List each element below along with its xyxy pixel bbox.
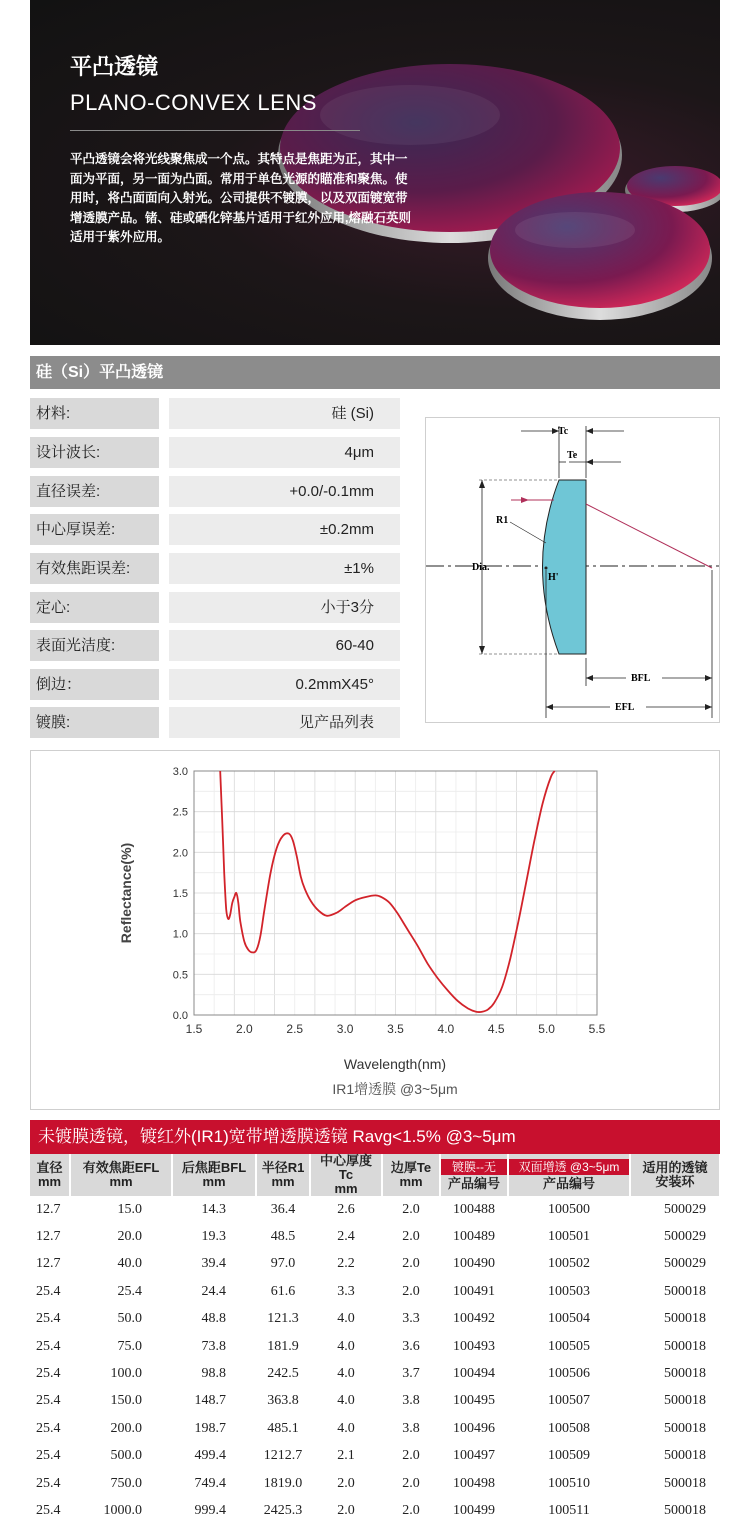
cell-efl: 500.0: [110, 1448, 142, 1464]
cell-coated-part: 100506: [548, 1366, 590, 1382]
cell-uncoated-part: 100491: [453, 1283, 495, 1299]
cell-uncoated-part: 100497: [453, 1448, 495, 1464]
spec-value: 硅 (Si): [169, 398, 400, 429]
hero-title: 平凸透镜: [70, 54, 159, 79]
cell-efl: 50.0: [117, 1311, 142, 1327]
cell-edge-thickness: 2.0: [402, 1502, 420, 1518]
cell-mount-ring: 500029: [664, 1201, 706, 1217]
cell-bfl: 198.7: [194, 1420, 226, 1436]
cell-center-thickness: 2.0: [337, 1502, 355, 1518]
spec-label: 镀膜:: [30, 707, 159, 738]
cell-efl: 100.0: [110, 1366, 142, 1382]
cell-radius: 36.4: [270, 1201, 296, 1217]
cell-coated-part: 100511: [548, 1502, 590, 1518]
cell-bfl: 24.4: [201, 1283, 226, 1299]
cell-edge-thickness: 3.8: [402, 1393, 420, 1409]
cell-diameter: 25.4: [36, 1283, 61, 1299]
cell-diameter: 25.4: [36, 1393, 61, 1409]
cell-center-thickness: 2.2: [337, 1256, 355, 1272]
spec-label: 有效焦距误差:: [30, 553, 159, 584]
spec-value: ±1%: [169, 553, 400, 584]
x-tick-label: 5.0: [538, 1022, 555, 1036]
cell-edge-thickness: 3.3: [402, 1311, 420, 1327]
cell-mount-ring: 500029: [664, 1256, 706, 1272]
cell-coated-part: 100507: [548, 1393, 590, 1409]
x-tick-label: 3.0: [336, 1022, 354, 1036]
spec-label: 设计波长:: [30, 437, 159, 468]
table-header-row: [30, 1154, 720, 1196]
cell-bfl: 148.7: [194, 1393, 226, 1409]
table-row: [30, 1470, 720, 1497]
hero-subtitle: PLANO-CONVEX LENS: [70, 90, 317, 115]
cell-coated-part: 100510: [548, 1475, 590, 1491]
cell-mount-ring: 500018: [664, 1366, 706, 1382]
spec-row-thickness-tolerance: [30, 514, 400, 545]
x-tick-label: 4.5: [487, 1022, 505, 1036]
ray-arrow: [521, 497, 529, 503]
cell-coated-part: 100502: [548, 1256, 590, 1272]
y-tick-label: 2.0: [172, 847, 188, 860]
cell-edge-thickness: 2.0: [402, 1448, 420, 1464]
table-title: 未镀膜透镜，镀红外(IR1)宽带增透膜透镜 Ravg<1.5% @3~5μm: [30, 1120, 720, 1154]
y-tick-label: 0.5: [172, 969, 188, 982]
col-coated-part: 双面增透 @3~5μm 产品编号: [508, 1154, 630, 1196]
col-mount-ring: 适用的透镜 安装环: [630, 1154, 720, 1196]
x-tick-label: 5.5: [588, 1022, 606, 1036]
table-row: [30, 1196, 720, 1223]
product-table: [30, 1154, 721, 1525]
x-tick-labels: [186, 1022, 606, 1036]
lens-shape: [543, 480, 587, 654]
label-efl: EFL: [615, 702, 635, 713]
cell-edge-thickness: 2.0: [402, 1229, 420, 1245]
cell-uncoated-part: 100493: [453, 1338, 495, 1354]
spec-value: 小于3分: [169, 592, 400, 623]
cell-center-thickness: 4.0: [337, 1420, 355, 1436]
table-row: [30, 1388, 720, 1415]
cell-diameter: 25.4: [36, 1420, 61, 1436]
y-tick-label: 3.0: [172, 766, 188, 778]
col-center-thickness: 中心厚度Tc mm: [310, 1154, 382, 1196]
cell-bfl: 48.8: [201, 1311, 226, 1327]
spec-row-wavelength: [30, 437, 400, 468]
col-efl: 有效焦距EFL mm: [70, 1154, 172, 1196]
cell-efl: 200.0: [110, 1420, 142, 1436]
col-bfl: 后焦距BFL mm: [172, 1154, 256, 1196]
refracted-ray: [586, 504, 712, 568]
cell-center-thickness: 2.0: [337, 1475, 355, 1491]
label-h: H': [548, 572, 559, 583]
cell-diameter: 12.7: [36, 1201, 61, 1217]
cell-mount-ring: 500018: [664, 1283, 706, 1299]
cell-mount-ring: 500018: [664, 1338, 706, 1354]
cell-radius: 61.6: [270, 1283, 296, 1299]
reflectance-chart: [30, 750, 720, 1110]
spec-row-diameter-tolerance: [30, 476, 400, 507]
col-diameter: 直径 mm: [30, 1154, 70, 1196]
spec-label: 材料:: [30, 398, 159, 429]
section-title: 硅（Si）平凸透镜: [30, 356, 720, 389]
cell-radius: 485.1: [267, 1420, 299, 1436]
cell-uncoated-part: 100488: [453, 1201, 495, 1217]
cell-mount-ring: 500018: [664, 1311, 706, 1327]
cell-diameter: 25.4: [36, 1502, 61, 1518]
y-tick-label: 1.5: [172, 888, 188, 900]
cell-diameter: 25.4: [36, 1366, 61, 1382]
cell-uncoated-part: 100499: [453, 1502, 495, 1518]
cell-radius: 181.9: [267, 1338, 299, 1354]
cell-center-thickness: 4.0: [337, 1338, 355, 1354]
table-row: [30, 1360, 720, 1387]
cell-radius: 1212.7: [263, 1448, 303, 1464]
cell-center-thickness: 2.6: [337, 1201, 355, 1217]
label-bfl: BFL: [631, 673, 651, 684]
hero-divider: [70, 130, 360, 131]
cell-efl: 150.0: [110, 1393, 142, 1409]
cell-mount-ring: 500018: [664, 1448, 706, 1464]
cell-coated-part: 100505: [548, 1338, 590, 1354]
spec-label: 表面光洁度:: [30, 630, 159, 661]
cell-bfl: 749.4: [194, 1475, 226, 1491]
table-row: [30, 1333, 720, 1360]
cell-uncoated-part: 100496: [453, 1420, 495, 1436]
cell-edge-thickness: 2.0: [402, 1475, 420, 1491]
label-te: Te: [567, 450, 578, 461]
cell-diameter: 25.4: [36, 1475, 61, 1491]
cell-radius: 2425.3: [263, 1502, 303, 1518]
spec-row-coating: [30, 707, 400, 738]
cell-coated-part: 100504: [548, 1311, 590, 1327]
hero-description: 平凸透镜会将光线聚焦成一个点。其特点是焦距为正，其中一面为平面，另一面为凸面。常用于单色光源的瞄准和聚焦。使用时，将凸面面向入射光。公司提供不镀膜，以及双面镀宽带增透膜产品。锗、硅或硒化锌基片适用于红外应用,熔融石英则适用于紫外应用。: [70, 152, 411, 244]
cell-center-thickness: 4.0: [337, 1393, 355, 1409]
cell-bfl: 73.8: [201, 1338, 226, 1354]
cell-bfl: 19.3: [201, 1229, 226, 1245]
cell-center-thickness: 2.1: [337, 1448, 355, 1464]
spec-label: 定心:: [30, 592, 159, 623]
label-tc: Tc: [558, 426, 569, 437]
cell-radius: 97.0: [270, 1256, 296, 1272]
x-tick-label: 4.0: [437, 1022, 455, 1036]
cell-radius: 1819.0: [263, 1475, 303, 1491]
col-radius: 半径R1 mm: [256, 1154, 310, 1196]
cell-uncoated-part: 100498: [453, 1475, 495, 1491]
cell-radius: 48.5: [270, 1229, 296, 1245]
cell-bfl: 14.3: [201, 1201, 226, 1217]
cell-diameter: 25.4: [36, 1338, 61, 1354]
y-axis-label: Reflectance(%): [118, 842, 134, 944]
cell-diameter: 12.7: [36, 1256, 61, 1272]
spec-label: 倒边：: [30, 669, 159, 700]
table-row: [30, 1251, 720, 1278]
cell-edge-thickness: 3.7: [402, 1366, 420, 1382]
cell-efl: 25.4: [117, 1283, 142, 1299]
cell-bfl: 499.4: [194, 1448, 226, 1464]
cell-mount-ring: 500018: [664, 1393, 706, 1409]
table-row: [30, 1497, 720, 1524]
series-ir1-line: [220, 771, 555, 1012]
spec-row-material: [30, 398, 400, 429]
table-row: [30, 1306, 720, 1333]
y-tick-label: 0.0: [172, 1010, 188, 1022]
cell-mount-ring: 500018: [664, 1420, 706, 1436]
cell-center-thickness: 4.0: [337, 1311, 355, 1327]
cell-efl: 1000.0: [103, 1502, 142, 1518]
cell-edge-thickness: 3.8: [402, 1420, 420, 1436]
cell-edge-thickness: 2.0: [402, 1283, 420, 1299]
cell-diameter: 25.4: [36, 1311, 61, 1327]
lens-diagram: [425, 417, 720, 723]
cell-edge-thickness: 3.6: [402, 1338, 420, 1354]
cell-coated-part: 100500: [548, 1201, 590, 1217]
spec-row-bevel: [30, 669, 400, 700]
cell-uncoated-part: 100492: [453, 1311, 495, 1327]
cell-diameter: 12.7: [36, 1229, 61, 1245]
spec-value: 4μm: [169, 437, 400, 468]
cell-radius: 363.8: [267, 1393, 299, 1409]
spec-value: 0.2mmX45°: [169, 669, 400, 700]
spec-label: 中心厚误差:: [30, 514, 159, 545]
cell-mount-ring: 500018: [664, 1502, 706, 1518]
spec-label: 直径误差:: [30, 476, 159, 507]
cell-radius: 121.3: [267, 1311, 299, 1327]
cell-uncoated-part: 100490: [453, 1256, 495, 1272]
col-uncoated-part: 镀膜--无 产品编号: [440, 1154, 508, 1196]
cell-coated-part: 100509: [548, 1448, 590, 1464]
cell-coated-part: 100503: [548, 1283, 590, 1299]
x-tick-label: 1.5: [185, 1022, 203, 1036]
spec-row-surface-quality: [30, 630, 400, 661]
chart-caption: IR1增透膜 @3~5μm: [332, 1081, 458, 1097]
y-tick-label: 2.5: [172, 806, 188, 819]
x-tick-label: 2.0: [236, 1022, 253, 1036]
hero-banner: [30, 0, 720, 345]
table-row: [30, 1443, 720, 1470]
label-r1: R1: [496, 515, 509, 526]
cell-efl: 75.0: [117, 1338, 142, 1354]
cell-bfl: 98.8: [201, 1366, 226, 1382]
cell-diameter: 25.4: [36, 1448, 61, 1464]
cell-efl: 15.0: [117, 1201, 142, 1217]
cell-center-thickness: 3.3: [337, 1283, 355, 1299]
spec-value: +0.0/-0.1mm: [169, 476, 400, 507]
cell-uncoated-part: 100489: [453, 1229, 495, 1245]
cell-bfl: 39.4: [201, 1256, 226, 1272]
cell-edge-thickness: 2.0: [402, 1201, 420, 1217]
spec-value: ±0.2mm: [169, 514, 400, 545]
cell-edge-thickness: 2.0: [402, 1256, 420, 1272]
cell-center-thickness: 2.4: [337, 1229, 355, 1245]
label-dia: Dia.: [472, 562, 490, 573]
cell-uncoated-part: 100494: [453, 1366, 495, 1382]
cell-bfl: 999.4: [194, 1502, 226, 1518]
cell-mount-ring: 500018: [664, 1475, 706, 1491]
cell-radius: 242.5: [267, 1366, 299, 1382]
col-edge-thickness: 边厚Te mm: [382, 1154, 440, 1196]
spec-row-efl-tolerance: [30, 553, 400, 584]
spec-value: 见产品列表: [169, 707, 400, 738]
x-axis-label: Wavelength(nm): [343, 1056, 447, 1072]
spec-value: 60-40: [169, 630, 400, 661]
table-row: [30, 1223, 720, 1250]
cell-center-thickness: 4.0: [337, 1366, 355, 1382]
y-tick-labels: [173, 766, 188, 1022]
chart-grid: [194, 771, 597, 1015]
cell-coated-part: 100501: [548, 1229, 590, 1245]
cell-efl: 750.0: [110, 1475, 142, 1491]
cell-efl: 20.0: [117, 1229, 142, 1245]
x-tick-label: 3.5: [387, 1022, 404, 1036]
table-row: [30, 1278, 720, 1305]
cell-uncoated-part: 100495: [453, 1393, 495, 1409]
spec-row-centering: [30, 592, 400, 623]
table-row: [30, 1415, 720, 1442]
cell-coated-part: 100508: [548, 1420, 590, 1436]
x-tick-label: 2.5: [286, 1022, 304, 1036]
y-tick-label: 1.0: [172, 928, 188, 941]
cell-efl: 40.0: [117, 1256, 142, 1272]
cell-mount-ring: 500029: [664, 1229, 706, 1245]
